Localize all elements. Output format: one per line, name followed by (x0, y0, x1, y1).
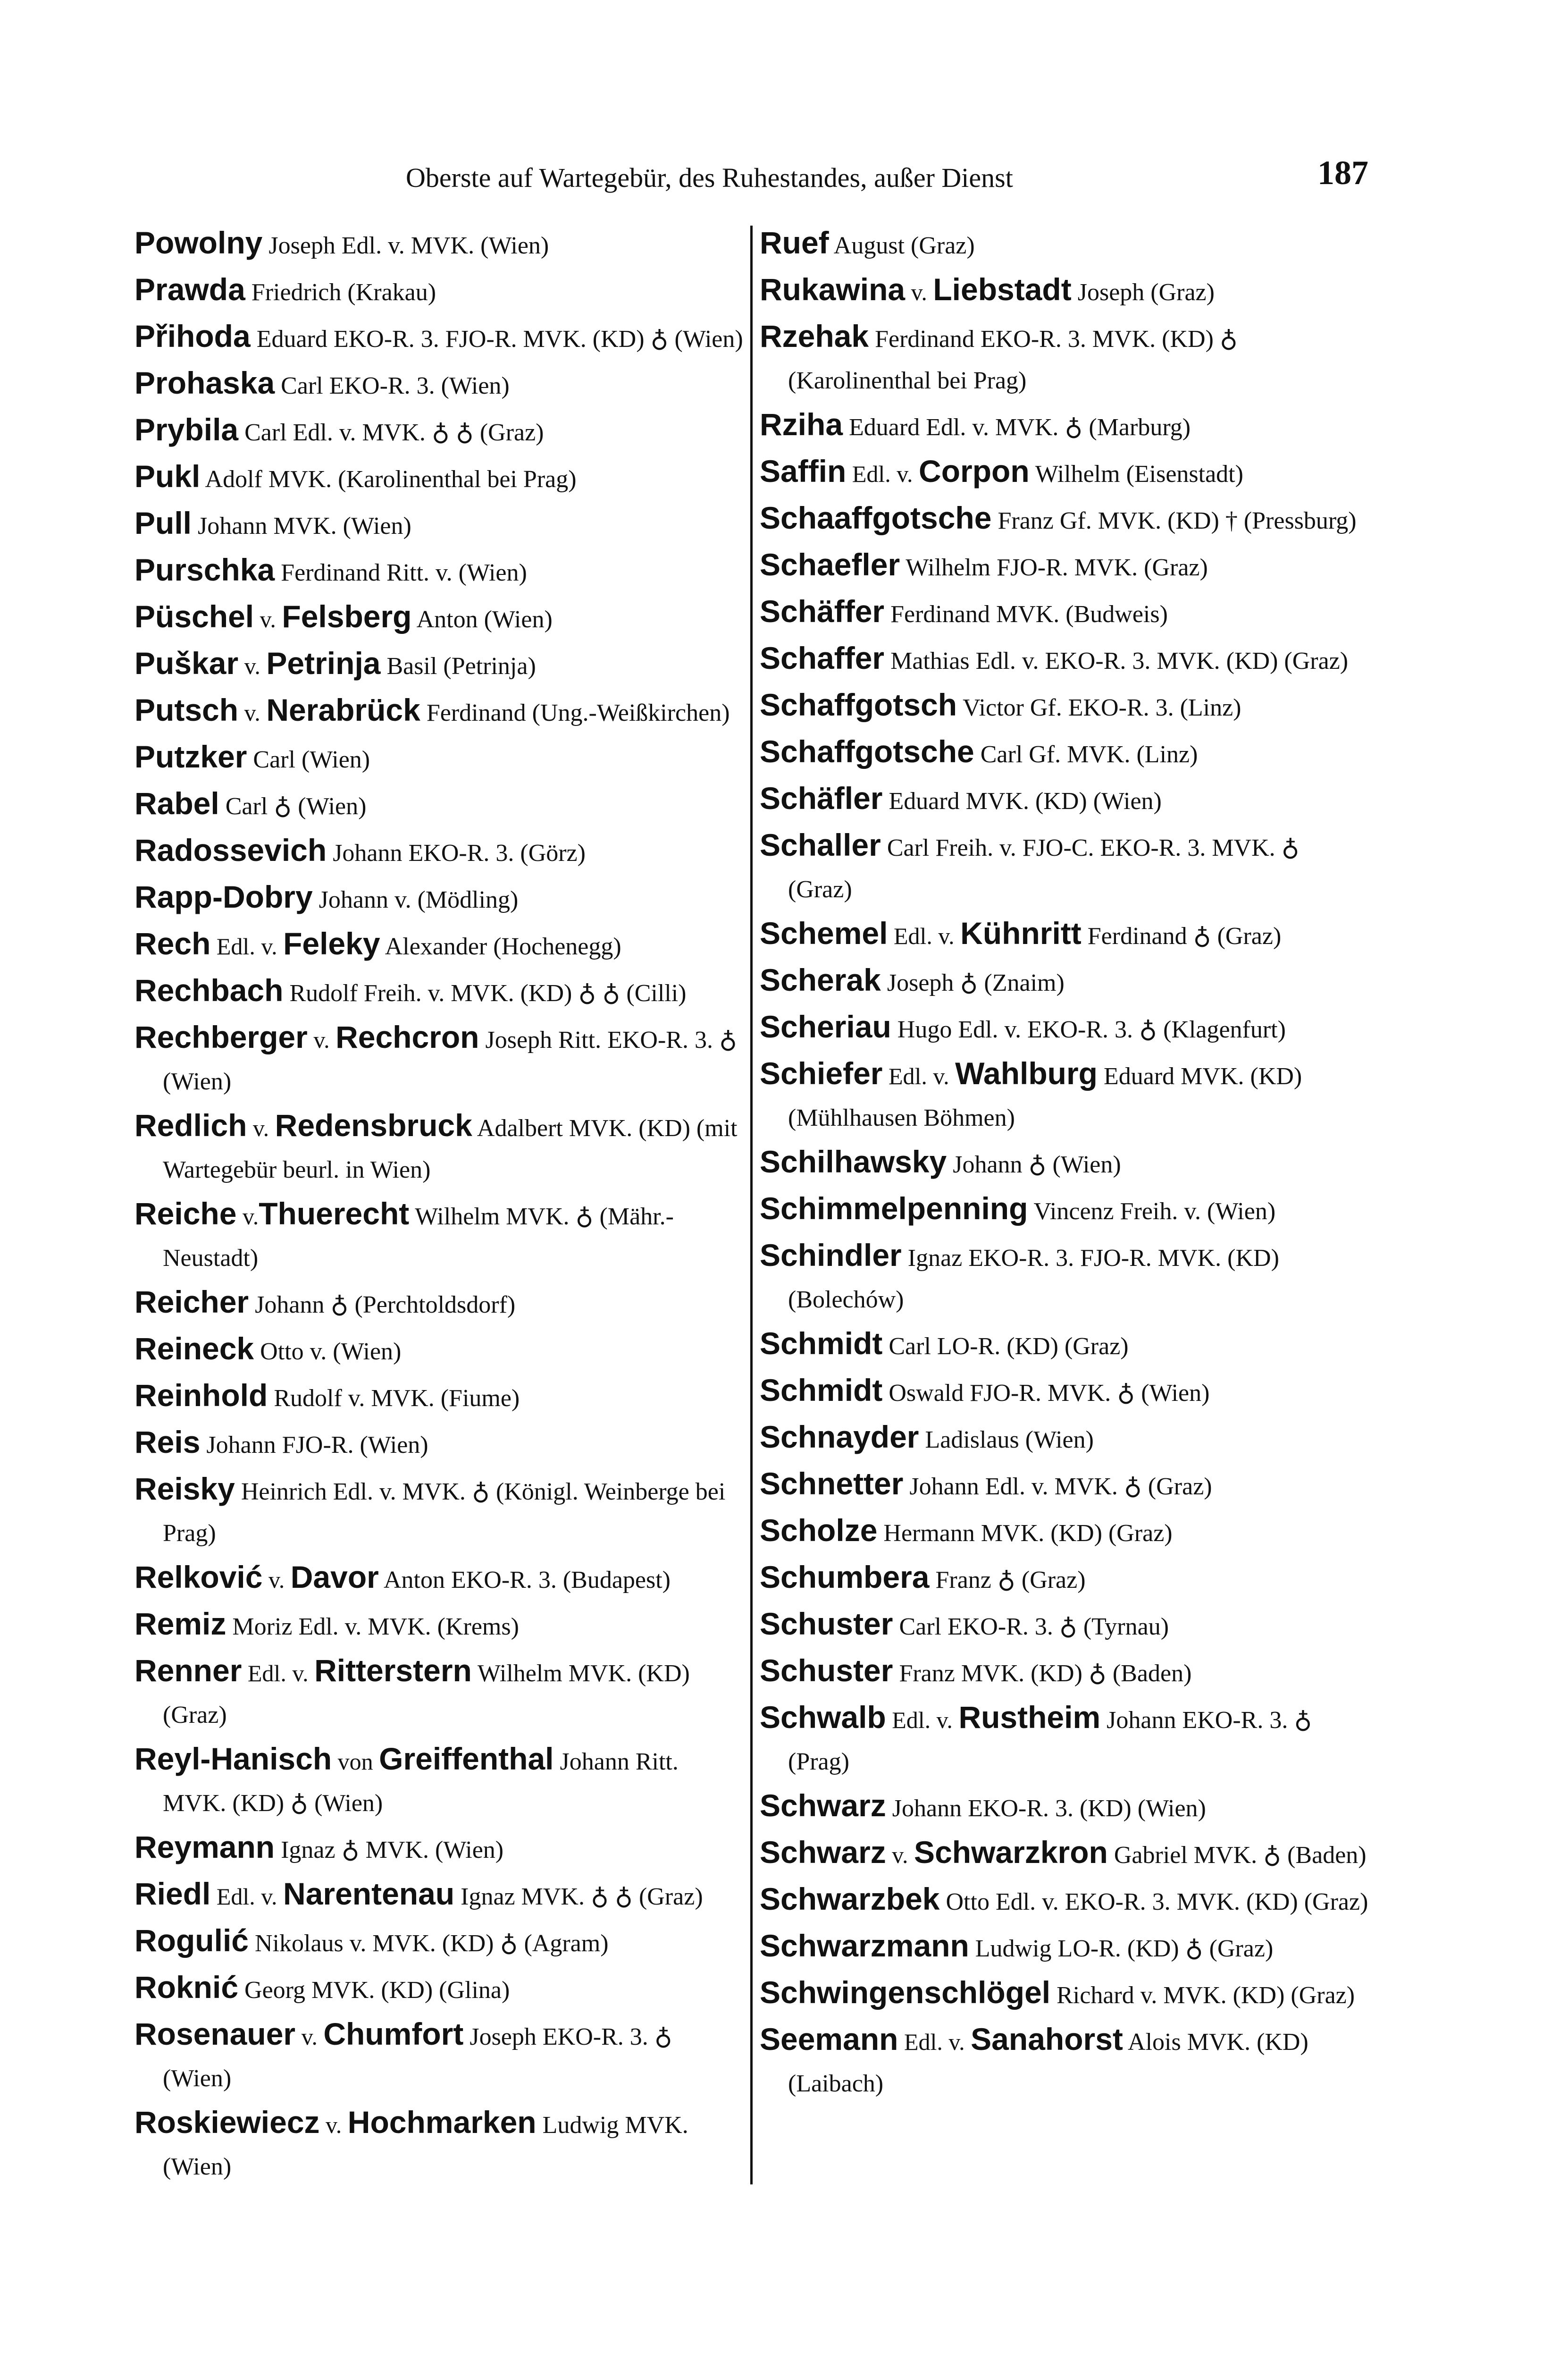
entry-prefix: Edl. v. (210, 933, 284, 960)
entry-details: Johann FJO-R. (Wien) (200, 1432, 428, 1458)
entry-details: Johann EKO-R. 3. (Görz) (327, 840, 586, 867)
entry-details: Joseph EKO-R. 3. ♁ (Wien) (163, 2023, 672, 2092)
entry-details: Ladislaus (Wien) (919, 1426, 1094, 1453)
entry-surname: Powolny (134, 225, 263, 260)
entry-predicate-name: Liebstadt (933, 272, 1072, 307)
entry-predicate-name: Kühnritt (960, 916, 1082, 951)
entry-surname: Rogulić (134, 1923, 249, 1958)
entry-surname: Schaffgotsch (760, 687, 957, 722)
entry-surname: Schaaffgotsche (760, 500, 992, 535)
entry-surname: Purschka (134, 552, 275, 587)
entry-details: Carl ♁ (Wien) (219, 793, 367, 820)
entry-details: Joseph ♁ (Znaim) (880, 969, 1065, 996)
entry-surname: Schuster (760, 1653, 893, 1688)
column-divider (750, 226, 753, 2184)
entry-details: Alois MVK. (KD) (Laibach) (788, 2029, 1308, 2097)
list-item (760, 1509, 1368, 1554)
list-item (134, 1873, 743, 1918)
entry-details: Alexander (Hochenegg) (380, 933, 621, 960)
list-item (760, 1650, 1368, 1694)
list-item (760, 1369, 1368, 1414)
entry-surname: Renner (134, 1653, 242, 1688)
entry-details: Eduard EKO-R. 3. FJO-R. MVK. (KD) ♁ (Wien) (250, 326, 743, 353)
entry-predicate-name: Corpon (919, 454, 1030, 489)
entry-details: Richard v. MVK. (KD) (Graz) (1050, 1982, 1355, 2009)
entry-predicate-name: Chumfort (323, 2016, 464, 2051)
entry-details: Moriz Edl. v. MVK. (Krems) (226, 1613, 519, 1640)
list-item (134, 1374, 743, 1419)
entry-prefix: v. (295, 2023, 324, 2050)
entry-surname: Prybila (134, 412, 239, 447)
list-item (760, 1053, 1368, 1139)
entry-surname: Rech (134, 926, 211, 961)
entry-details: Otto Edl. v. EKO-R. 3. MVK. (KD) (Graz) (939, 1888, 1368, 1915)
entry-details: Anton EKO-R. 3. (Budapest) (378, 1567, 671, 1593)
entry-details: Hermann MVK. (KD) (Graz) (877, 1520, 1173, 1547)
entry-predicate-name: Thuerecht (259, 1196, 410, 1231)
list-item (134, 269, 743, 313)
entry-details: Ferdinand EKO-R. 3. MVK. (KD) ♁ (Karolinenthal bei Prag) (788, 326, 1238, 394)
entry-details: Carl Gf. MVK. (Linz) (974, 741, 1198, 768)
list-item (134, 502, 743, 547)
list-item (134, 1328, 743, 1373)
list-item (760, 1603, 1368, 1648)
entry-surname: Seemann (760, 2022, 898, 2057)
entry-details: Wilhelm FJO-R. MVK. (Graz) (900, 554, 1208, 581)
entry-surname: Reymann (134, 1829, 275, 1864)
entry-details: Johann EKO-R. 3. (KD) (Wien) (886, 1795, 1206, 1822)
list-item (760, 912, 1368, 957)
entry-predicate-name: Schwarzkron (914, 1835, 1108, 1870)
entry-details: Nikolaus v. MVK. (KD) ♁ (Agram) (249, 1930, 609, 1957)
list-item (134, 642, 743, 687)
entry-details: Wilhelm MVK. (KD) (Graz) (163, 1660, 690, 1728)
entry-surname: Schwarz (760, 1835, 886, 1870)
list-item (134, 1281, 743, 1326)
entry-surname: Schwalb (760, 1700, 886, 1735)
list-item (134, 1556, 743, 1601)
entry-surname: Schwarz (760, 1788, 886, 1823)
entry-details: Eduard MVK. (KD) (Mühlhausen Böhmen) (788, 1063, 1302, 1131)
entry-details: Franz ♁ (Graz) (929, 1567, 1086, 1593)
entry-surname: Saffin (760, 454, 847, 489)
entry-details: Oswald FJO-R. MVK. ♁ (Wien) (882, 1380, 1210, 1407)
entry-surname: Schaller (760, 827, 881, 862)
left-column (134, 222, 743, 2190)
list-item (134, 876, 743, 921)
entry-surname: Rabel (134, 786, 219, 821)
entry-details: Ignaz ♁ MVK. (Wien) (275, 1837, 504, 1863)
list-item (760, 1141, 1368, 1186)
entry-predicate-name: Rechcron (335, 1020, 479, 1054)
entry-surname: Reiche (134, 1196, 237, 1231)
entry-details: Victor Gf. EKO-R. 3. (Linz) (957, 694, 1241, 721)
entry-prefix: v. (886, 1842, 914, 1868)
list-item (760, 1878, 1368, 1923)
entry-surname: Püschel (134, 599, 254, 634)
entry-surname: Pukl (134, 459, 201, 494)
list-item (760, 731, 1368, 775)
list-item (134, 1468, 743, 1554)
entry-prefix: v. (236, 1203, 259, 1230)
entry-prefix: v. (238, 700, 267, 726)
entry-predicate-name: Sanahorst (971, 2022, 1123, 2057)
entry-surname: Riedl (134, 1876, 211, 1911)
entry-details: Johann MVK. (Wien) (192, 513, 411, 539)
list-item (760, 1696, 1368, 1783)
entry-surname: Reinhold (134, 1378, 268, 1413)
list-item (760, 824, 1368, 910)
entry-surname: Scholze (760, 1513, 878, 1548)
entry-surname: Rukawina (760, 272, 906, 307)
entry-details: Anton (Wien) (411, 606, 553, 633)
entry-details: Heinrich Edl. v. MVK. ♁ (Königl. Weinberge bei Prag) (163, 1478, 726, 1547)
entry-prefix: Edl. v. (898, 2029, 971, 2055)
entry-details: Georg MVK. (KD) (Glina) (238, 1977, 510, 2004)
entry-surname: Schwarzmann (760, 1928, 969, 1963)
entry-details: Ferdinand Ritt. v. (Wien) (275, 559, 527, 586)
entry-details: Basil (Petrinja) (380, 653, 536, 680)
entry-details: Carl LO-R. (KD) (Graz) (882, 1333, 1129, 1360)
entry-predicate-name: Greiffenthal (379, 1741, 554, 1776)
entry-surname: Schmidt (760, 1326, 883, 1361)
entry-details: Rudolf v. MVK. (Fiume) (268, 1385, 520, 1412)
entry-surname: Schindler (760, 1238, 902, 1273)
list-item (760, 1188, 1368, 1232)
list-item (134, 783, 743, 827)
entry-prefix: v. (262, 1567, 291, 1593)
entry-details: Ignaz MVK. ♁ ♁ (Graz) (454, 1883, 703, 1910)
entry-details: Adalbert MVK. (KD) (mit Wartegebür beurl. in Wien) (163, 1115, 738, 1183)
list-item (760, 637, 1368, 682)
entry-surname: Schiefer (760, 1056, 883, 1091)
list-item (134, 1920, 743, 1964)
entry-surname: Reineck (134, 1331, 254, 1366)
entry-surname: Scheriau (760, 1009, 891, 1044)
entry-surname: Schnetter (760, 1466, 904, 1501)
list-item (134, 409, 743, 454)
entry-details: Franz Gf. MVK. (KD) † (Pressburg) (991, 507, 1357, 534)
entry-surname: Schwingenschlögel (760, 1975, 1051, 2010)
list-item (760, 959, 1368, 1004)
entry-surname: Schimmelpenning (760, 1191, 1028, 1226)
list-item (760, 1831, 1368, 1876)
entry-surname: Reisky (134, 1471, 235, 1506)
running-title: Oberste auf Wartegebür, des Ruhestandes, außer Dienst (406, 162, 1013, 193)
list-item (760, 1785, 1368, 1829)
list-item (134, 596, 743, 641)
entry-prefix: v. (247, 1115, 275, 1141)
list-item (760, 1323, 1368, 1367)
entry-details: Johann ♁ (Wien) (947, 1151, 1121, 1178)
entry-surname: Roskiewiecz (134, 2105, 320, 2140)
list-item (134, 923, 743, 968)
entry-details: Carl EKO-R. 3. (Wien) (275, 372, 510, 399)
entry-details: Franz MVK. (KD) ♁ (Baden) (893, 1660, 1192, 1687)
entry-details: Wilhelm MVK. ♁ (Mähr.-Neustadt) (163, 1203, 674, 1272)
entry-surname: Schäffer (760, 594, 885, 629)
list-item (134, 222, 743, 267)
entry-predicate-name: Wahlburg (955, 1056, 1098, 1091)
entry-predicate-name: Rustheim (958, 1700, 1101, 1735)
entry-predicate-name: Feleky (283, 926, 380, 961)
list-item (760, 315, 1368, 402)
right-column (760, 222, 1368, 2107)
list-item (760, 1925, 1368, 1970)
entry-surname: Prawda (134, 272, 245, 307)
list-item (134, 2101, 743, 2188)
page-header (406, 153, 1368, 205)
entry-details: Otto v. (Wien) (254, 1338, 402, 1365)
entry-predicate-name: Redensbruck (275, 1108, 472, 1143)
entry-surname: Rechbach (134, 973, 284, 1008)
list-item (760, 2018, 1368, 2105)
list-item (134, 1193, 743, 1279)
entry-details: Johann ♁ (Perchtoldsdorf) (249, 1291, 516, 1318)
list-item (760, 1463, 1368, 1508)
entry-surname: Schuster (760, 1606, 893, 1641)
list-item (760, 404, 1368, 448)
entry-surname: Rziha (760, 407, 843, 442)
entry-predicate-name: Nerabrück (266, 692, 420, 727)
entry-surname: Scherak (760, 962, 881, 997)
list-item (760, 1006, 1368, 1051)
entry-prefix: v. (319, 2112, 348, 2138)
entry-details: Gabriel MVK. ♁ (Baden) (1107, 1842, 1367, 1869)
entry-prefix: Edl. v. (888, 923, 961, 949)
list-item (134, 689, 743, 734)
list-item (134, 1421, 743, 1466)
entry-surname: Schaffer (760, 641, 885, 675)
entry-surname: Schwarzbek (760, 1881, 940, 1916)
entry-details: Adolf MVK. (Karolinenthal bei Prag) (200, 466, 577, 493)
entry-details: Ludwig MVK. (Wien) (163, 2112, 688, 2180)
list-item (134, 315, 743, 360)
entry-details: Joseph Ritt. EKO-R. 3. ♁ (Wien) (163, 1027, 737, 1095)
entry-predicate-name: Ritterstern (314, 1653, 472, 1688)
list-item (134, 1650, 743, 1736)
list-item (134, 1826, 743, 1871)
entry-surname: Putsch (134, 692, 239, 727)
list-item (134, 2013, 743, 2099)
entry-surname: Rapp-Dobry (134, 879, 313, 914)
entry-surname: Rosenauer (134, 2016, 296, 2051)
entry-prefix: v. (307, 1027, 336, 1053)
entry-details: Ferdinand ♁ (Graz) (1081, 923, 1282, 950)
list-item (134, 362, 743, 407)
entry-predicate-name: Hochmarken (347, 2105, 537, 2140)
entry-details: Ludwig LO-R. (KD) ♁ (Graz) (969, 1935, 1274, 1962)
entry-prefix: Edl. v. (846, 461, 919, 487)
entry-surname: Rzehak (760, 319, 869, 354)
list-item (760, 1972, 1368, 2016)
entry-details: Johann Edl. v. MVK. ♁ (Graz) (903, 1473, 1212, 1500)
entry-surname: Schumbera (760, 1559, 930, 1594)
entry-prefix: Edl. v. (882, 1063, 956, 1089)
entry-details: Johann v. (Mödling) (312, 886, 519, 913)
entry-surname: Puškar (134, 646, 239, 681)
entry-prefix: v. (254, 606, 282, 632)
list-item (134, 455, 743, 500)
entry-details: Joseph Edl. v. MVK. (Wien) (262, 232, 549, 259)
list-item (134, 736, 743, 781)
entry-surname: Putzker (134, 739, 247, 774)
entry-details: August (Graz) (829, 232, 975, 259)
entry-surname: Schaffgotsche (760, 734, 974, 769)
list-item (760, 269, 1368, 313)
entry-details: Johann Ritt. MVK. (KD) ♁ (Wien) (163, 1748, 679, 1817)
list-item (760, 1234, 1368, 1321)
entry-details: Eduard MVK. (KD) (Wien) (882, 788, 1162, 815)
entry-surname: Remiz (134, 1606, 226, 1641)
list-item (760, 1416, 1368, 1461)
entry-surname: Reyl-Hanisch (134, 1741, 332, 1776)
entry-predicate-name: Narentenau (283, 1876, 455, 1911)
entry-surname: Prohaska (134, 365, 275, 400)
entry-details: Ferdinand (Ung.-Weißkirchen) (420, 700, 730, 726)
list-item (134, 969, 743, 1014)
entry-details: Vincenz Freih. v. (Wien) (1028, 1198, 1276, 1225)
entry-surname: Schilhawsky (760, 1144, 947, 1179)
entry-surname: Roknić (134, 1970, 239, 2005)
entry-prefix: von (332, 1748, 379, 1775)
entry-surname: Ruef (760, 225, 829, 260)
entry-surname: Reis (134, 1424, 201, 1459)
entry-surname: Schnayder (760, 1419, 919, 1454)
entry-surname: Reicher (134, 1284, 249, 1319)
entry-surname: Schaefler (760, 547, 900, 582)
list-item (760, 497, 1368, 542)
list-item (134, 1016, 743, 1103)
list-item (134, 1104, 743, 1191)
entry-details: Johann EKO-R. 3. ♁ (Prag) (788, 1707, 1312, 1775)
list-item (134, 829, 743, 874)
list-item (760, 544, 1368, 589)
entry-prefix: Edl. v. (242, 1660, 315, 1686)
entry-prefix: v. (238, 653, 267, 679)
entry-details: Mathias Edl. v. EKO-R. 3. MVK. (KD) (Graz) (884, 648, 1349, 674)
page-number: 187 (1317, 154, 1368, 192)
entry-details: Ignaz EKO-R. 3. FJO-R. MVK. (KD) (Bolechów) (788, 1245, 1279, 1313)
entry-prefix: v. (905, 279, 933, 305)
entry-surname: Schäfler (760, 781, 883, 816)
entry-surname: Schemel (760, 916, 888, 951)
entry-details: Carl Edl. v. MVK. ♁ ♁ (Graz) (238, 419, 544, 446)
list-item (760, 684, 1368, 729)
list-item (760, 1556, 1368, 1601)
entry-surname: Rechberger (134, 1020, 308, 1054)
entry-prefix: Edl. v. (210, 1883, 284, 1910)
entry-surname: Relković (134, 1559, 263, 1594)
list-item (134, 1738, 743, 1824)
list-item (760, 222, 1368, 267)
list-item (760, 450, 1368, 495)
entry-details: Eduard Edl. v. MVK. ♁ (Marburg) (843, 414, 1191, 441)
list-item (134, 1966, 743, 2011)
entry-details: Rudolf Freih. v. MVK. (KD) ♁ ♁ (Cilli) (283, 980, 687, 1007)
list-item (134, 549, 743, 594)
entry-details: Joseph (Graz) (1071, 279, 1215, 306)
entry-surname: Redlich (134, 1108, 247, 1143)
list-item (760, 777, 1368, 822)
entry-details: Carl Freih. v. FJO-C. EKO-R. 3. MVK. ♁ (Graz) (788, 834, 1300, 903)
entry-surname: Pull (134, 506, 192, 540)
list-item (134, 1603, 743, 1648)
entry-details: Wilhelm (Eisenstadt) (1029, 461, 1243, 488)
entry-surname: Radossevich (134, 833, 327, 868)
entry-details: Carl (Wien) (247, 746, 370, 773)
entry-surname: Přihoda (134, 319, 251, 354)
entry-prefix: Edl. v. (886, 1707, 959, 1733)
entry-surname: Schmidt (760, 1373, 883, 1408)
entry-predicate-name: Davor (290, 1559, 379, 1594)
entry-details: Ferdinand MVK. (Budweis) (884, 601, 1168, 628)
entry-details: Carl EKO-R. 3. ♁ (Tyrnau) (893, 1613, 1169, 1640)
entry-details: Friedrich (Krakau) (245, 279, 436, 306)
list-item (760, 590, 1368, 635)
entry-predicate-name: Petrinja (266, 646, 381, 681)
entry-predicate-name: Felsberg (282, 599, 412, 634)
entry-details: Hugo Edl. v. EKO-R. 3. ♁ (Klagenfurt) (891, 1016, 1286, 1043)
